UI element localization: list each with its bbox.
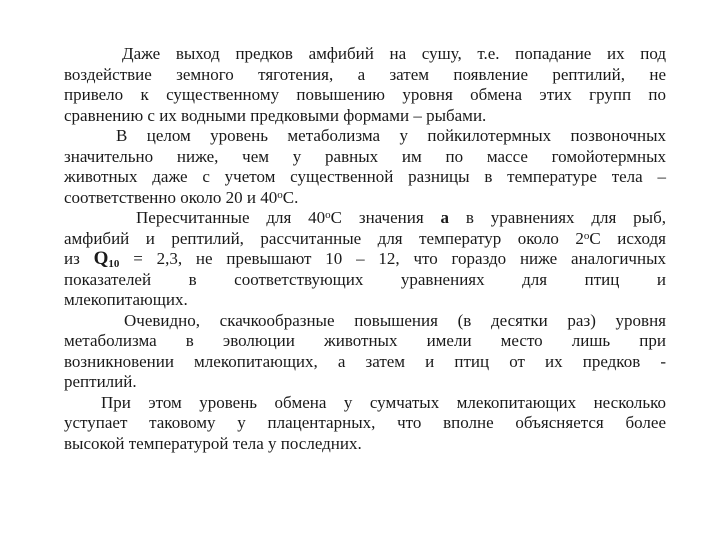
text-fragment: амфибий и рептилий, рассчитанные для температур около 2 [64,228,584,248]
degree-superscript: o [325,209,331,221]
text-fragment: = 2,3, не превышают 10 – 12, что гораздо ниже аналогичных [119,249,666,268]
text-line: возникновении млекопитающих, а затем и птиц от их предков - [64,351,666,371]
text-fragment: С исходя [589,228,666,248]
text-line: привело к существенному повышению уровня обмена этих групп по [64,85,666,104]
text-fragment: С значения [330,208,441,227]
q10-symbol: Q [93,248,109,269]
text-line: метаболизма в эволюции животных имели место лишь при [64,331,666,350]
document-body [64,44,666,454]
text-line: высокой температурой тела у последних. [64,433,362,453]
degree-superscript: o [277,188,283,201]
text-line: Очевидно, скачкообразные повышения (в десятки раз) уровня [124,310,666,330]
text-line [64,229,666,250]
q10-subscript: 10 [108,258,120,270]
text-line: уступает таковому у плацентарных, что вполне объясняется более [64,413,666,432]
text-line: показателей в соответствующих уравнениях для птиц и [64,269,666,289]
text-fragment: соответственно около 20 и 40 [64,187,278,207]
text-line [64,188,666,209]
paragraph-4 [64,311,666,393]
text-line [64,208,666,229]
text-fragment: из [64,249,94,268]
text-line: воздействие земного тяготения, а затем появление рептилий, не [64,64,666,84]
variable-a: а [440,208,450,227]
text-fragment: в уравнениях для рыб, [449,208,666,227]
text-fragment: Пересчитанные для 40 [136,208,326,227]
text-line: млекопитающих. [64,290,188,309]
text-line: рептилий. [64,372,137,391]
text-line: При этом уровень обмена у сумчатых млекопитающих несколько [101,392,666,412]
text-fragment: С. [282,187,299,207]
degree-superscript: o [583,229,590,242]
text-line: значительно ниже, чем у равных им по массе гомойотермных [64,146,666,166]
paragraph-2 [64,126,666,208]
paragraph-5 [64,393,666,455]
text-line: животных даже с учетом существенной разницы в температуре тела – [64,167,666,186]
text-line: сравнению с их водными предковыми формами – рыбами. [64,105,487,125]
paragraph-1 [64,44,666,126]
text-line [64,249,666,270]
text-line: В целом уровень метаболизма у пойкилотермных позвоночных [116,126,666,145]
text-line: Даже выход предков амфибий на сушу, т.е. попадание их под [122,44,666,63]
paragraph-3 [64,208,666,311]
